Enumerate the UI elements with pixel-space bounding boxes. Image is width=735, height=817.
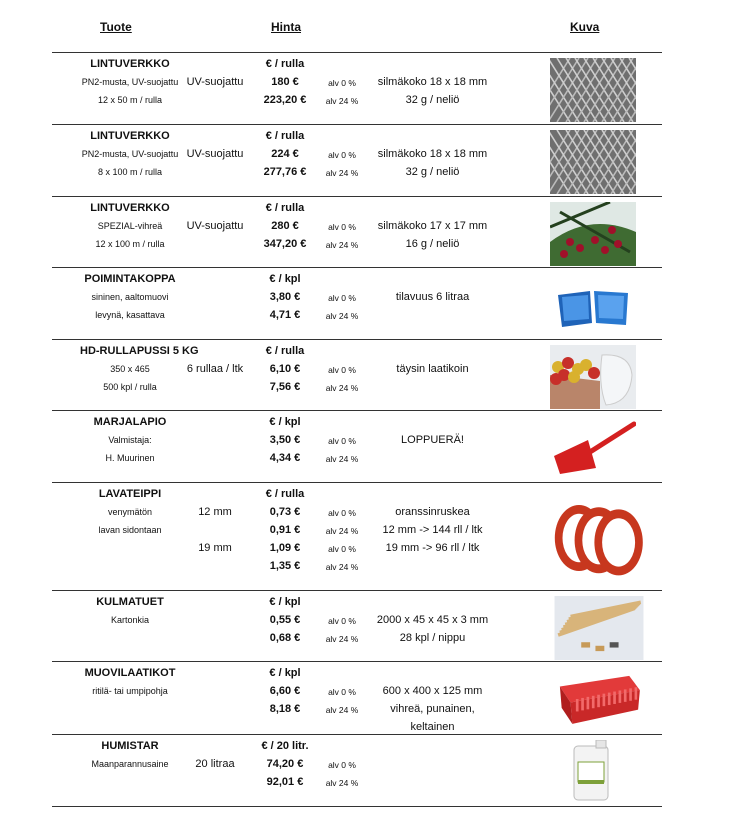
product-description: 32 g / neliö [405, 166, 460, 178]
product-detail: SPEZIAL-vihreä [97, 221, 163, 231]
product-detail: sininen, aaltomuovi [91, 292, 169, 302]
row-divider [52, 661, 662, 662]
vat-label: alv 0 % [328, 293, 356, 303]
product-detail: Valmistaja: [108, 435, 152, 445]
bird-net-image [550, 130, 636, 194]
product-detail: Kartonkia [110, 615, 150, 625]
price-value: 6,60 € [269, 685, 301, 697]
price-value: 1,09 € [269, 542, 301, 554]
price-value: 277,76 € [263, 166, 307, 178]
header-image: Kuva [570, 20, 600, 34]
row-divider [52, 196, 662, 197]
product-variant: UV-suojattu [186, 76, 244, 88]
price-value: 0,73 € [269, 506, 301, 518]
product-description: silmäkoko 17 x 17 mm [377, 220, 488, 232]
price-unit: € / kpl [269, 667, 301, 679]
product-variant: 6 rullaa / ltk [186, 363, 244, 375]
product-description: silmäkoko 18 x 18 mm [377, 148, 488, 160]
tape-rolls-image [546, 494, 656, 582]
vat-label: alv 0 % [328, 760, 356, 770]
product-detail: lavan sidontaan [98, 525, 162, 535]
price-value: 4,34 € [269, 452, 301, 464]
price-unit: € / 20 litr. [261, 740, 309, 752]
product-description: 600 x 400 x 125 mm [382, 685, 483, 697]
canister-image [550, 740, 636, 804]
vat-label: alv 0 % [328, 616, 356, 626]
vat-label: alv 0 % [328, 78, 356, 88]
product-detail: 500 kpl / rulla [103, 382, 157, 392]
row-divider [52, 267, 662, 268]
product-detail: PN2-musta, UV-suojattu [81, 77, 179, 87]
product-detail: 350 x 465 [110, 364, 150, 374]
price-value: 0,68 € [269, 632, 301, 644]
product-name: LAVATEIPPI [98, 488, 162, 500]
product-description: silmäkoko 18 x 18 mm [377, 76, 488, 88]
vat-label: alv 24 % [325, 705, 359, 715]
vat-label: alv 24 % [325, 454, 359, 464]
product-name: HUMISTAR [101, 740, 159, 752]
price-unit: € / rulla [265, 345, 305, 357]
product-detail: 12 x 50 m / rulla [97, 95, 163, 105]
product-description: oranssinruskea [395, 506, 470, 518]
price-value: 4,71 € [269, 309, 301, 321]
product-description: 32 g / neliö [405, 94, 460, 106]
row-divider [52, 52, 662, 53]
price-value: 280 € [271, 220, 299, 232]
product-description: keltainen [410, 721, 455, 733]
vat-label: alv 24 % [325, 168, 359, 178]
product-variant: 12 mm [198, 506, 232, 518]
price-value: 347,20 € [263, 238, 307, 250]
price-unit: € / rulla [265, 58, 305, 70]
row-divider [52, 806, 662, 807]
product-description: 2000 x 45 x 45 x 3 mm [376, 614, 489, 626]
vat-label: alv 0 % [328, 365, 356, 375]
price-value: 180 € [271, 76, 299, 88]
vat-label: alv 0 % [328, 544, 356, 554]
product-variant: 20 litraa [195, 758, 235, 770]
vat-label: alv 0 % [328, 508, 356, 518]
price-unit: € / rulla [265, 488, 305, 500]
product-description: 19 mm -> 96 rll / ltk [385, 542, 480, 554]
vat-label: alv 0 % [328, 150, 356, 160]
blue-box-image [550, 273, 636, 337]
price-value: 0,55 € [269, 614, 301, 626]
price-value: 7,56 € [269, 381, 301, 393]
product-description: LOPPUERÄ! [401, 434, 464, 446]
price-value: 224 € [271, 148, 299, 160]
vat-label: alv 24 % [325, 778, 359, 788]
price-value: 8,18 € [269, 703, 301, 715]
price-unit: € / kpl [269, 273, 301, 285]
header-product: Tuote [100, 20, 132, 34]
price-value: 3,80 € [269, 291, 301, 303]
product-name: KULMATUET [96, 596, 164, 608]
vat-label: alv 24 % [325, 526, 359, 536]
price-unit: € / rulla [265, 202, 305, 214]
vat-label: alv 24 % [325, 240, 359, 250]
corner-boards-image [550, 596, 648, 660]
price-value: 0,91 € [269, 524, 301, 536]
product-name: LINTUVERKKO [90, 130, 170, 142]
vat-label: alv 0 % [328, 222, 356, 232]
vat-label: alv 24 % [325, 311, 359, 321]
price-unit: € / kpl [269, 416, 301, 428]
price-value: 74,20 € [266, 758, 304, 770]
product-detail: H. Muurinen [105, 453, 155, 463]
price-value: 6,10 € [269, 363, 301, 375]
red-crate-image [550, 667, 648, 731]
vat-label: alv 24 % [325, 634, 359, 644]
product-detail: 12 x 100 m / rulla [95, 239, 165, 249]
product-name: HD-RULLAPUSSI 5 KG [80, 345, 199, 357]
price-value: 223,20 € [263, 94, 307, 106]
header-price: Hinta [271, 20, 301, 34]
product-description: tilavuus 6 litraa [395, 291, 470, 303]
red-scoop-image [550, 416, 636, 480]
price-unit: € / rulla [265, 130, 305, 142]
price-value: 3,50 € [269, 434, 301, 446]
row-divider [52, 590, 662, 591]
row-divider [52, 734, 662, 735]
apple-bag-image [550, 345, 636, 409]
product-name: LINTUVERKKO [90, 58, 170, 70]
bird-net-image [550, 58, 636, 122]
vat-label: alv 0 % [328, 687, 356, 697]
vat-label: alv 24 % [325, 383, 359, 393]
row-divider [52, 339, 662, 340]
price-value: 1,35 € [269, 560, 301, 572]
row-divider [52, 482, 662, 483]
product-description: täysin laatikoin [396, 363, 469, 375]
product-detail: levynä, kasattava [95, 310, 165, 320]
product-detail: 8 x 100 m / rulla [97, 167, 163, 177]
price-value: 92,01 € [266, 776, 304, 788]
product-variant: 19 mm [198, 542, 232, 554]
row-divider [52, 124, 662, 125]
price-unit: € / kpl [269, 596, 301, 608]
vat-label: alv 24 % [325, 562, 359, 572]
product-variant: UV-suojattu [186, 220, 244, 232]
product-description: 12 mm -> 144 rll / ltk [382, 524, 483, 536]
row-divider [52, 410, 662, 411]
product-detail: Maanparannusaine [91, 759, 169, 769]
vat-label: alv 24 % [325, 96, 359, 106]
product-name: LINTUVERKKO [90, 202, 170, 214]
cherry-net-image [550, 202, 636, 266]
product-detail: ritilä- tai umpipohja [92, 686, 168, 696]
product-name: POIMINTAKOPPA [84, 273, 176, 285]
product-description: vihreä, punainen, [390, 703, 475, 715]
product-description: 16 g / neliö [405, 238, 460, 250]
product-description: 28 kpl / nippu [399, 632, 466, 644]
product-variant: UV-suojattu [186, 148, 244, 160]
product-name: MARJALAPIO [93, 416, 167, 428]
product-detail: venymätön [107, 507, 153, 517]
product-name: MUOVILAATIKOT [84, 667, 176, 679]
product-detail: PN2-musta, UV-suojattu [81, 149, 179, 159]
vat-label: alv 0 % [328, 436, 356, 446]
